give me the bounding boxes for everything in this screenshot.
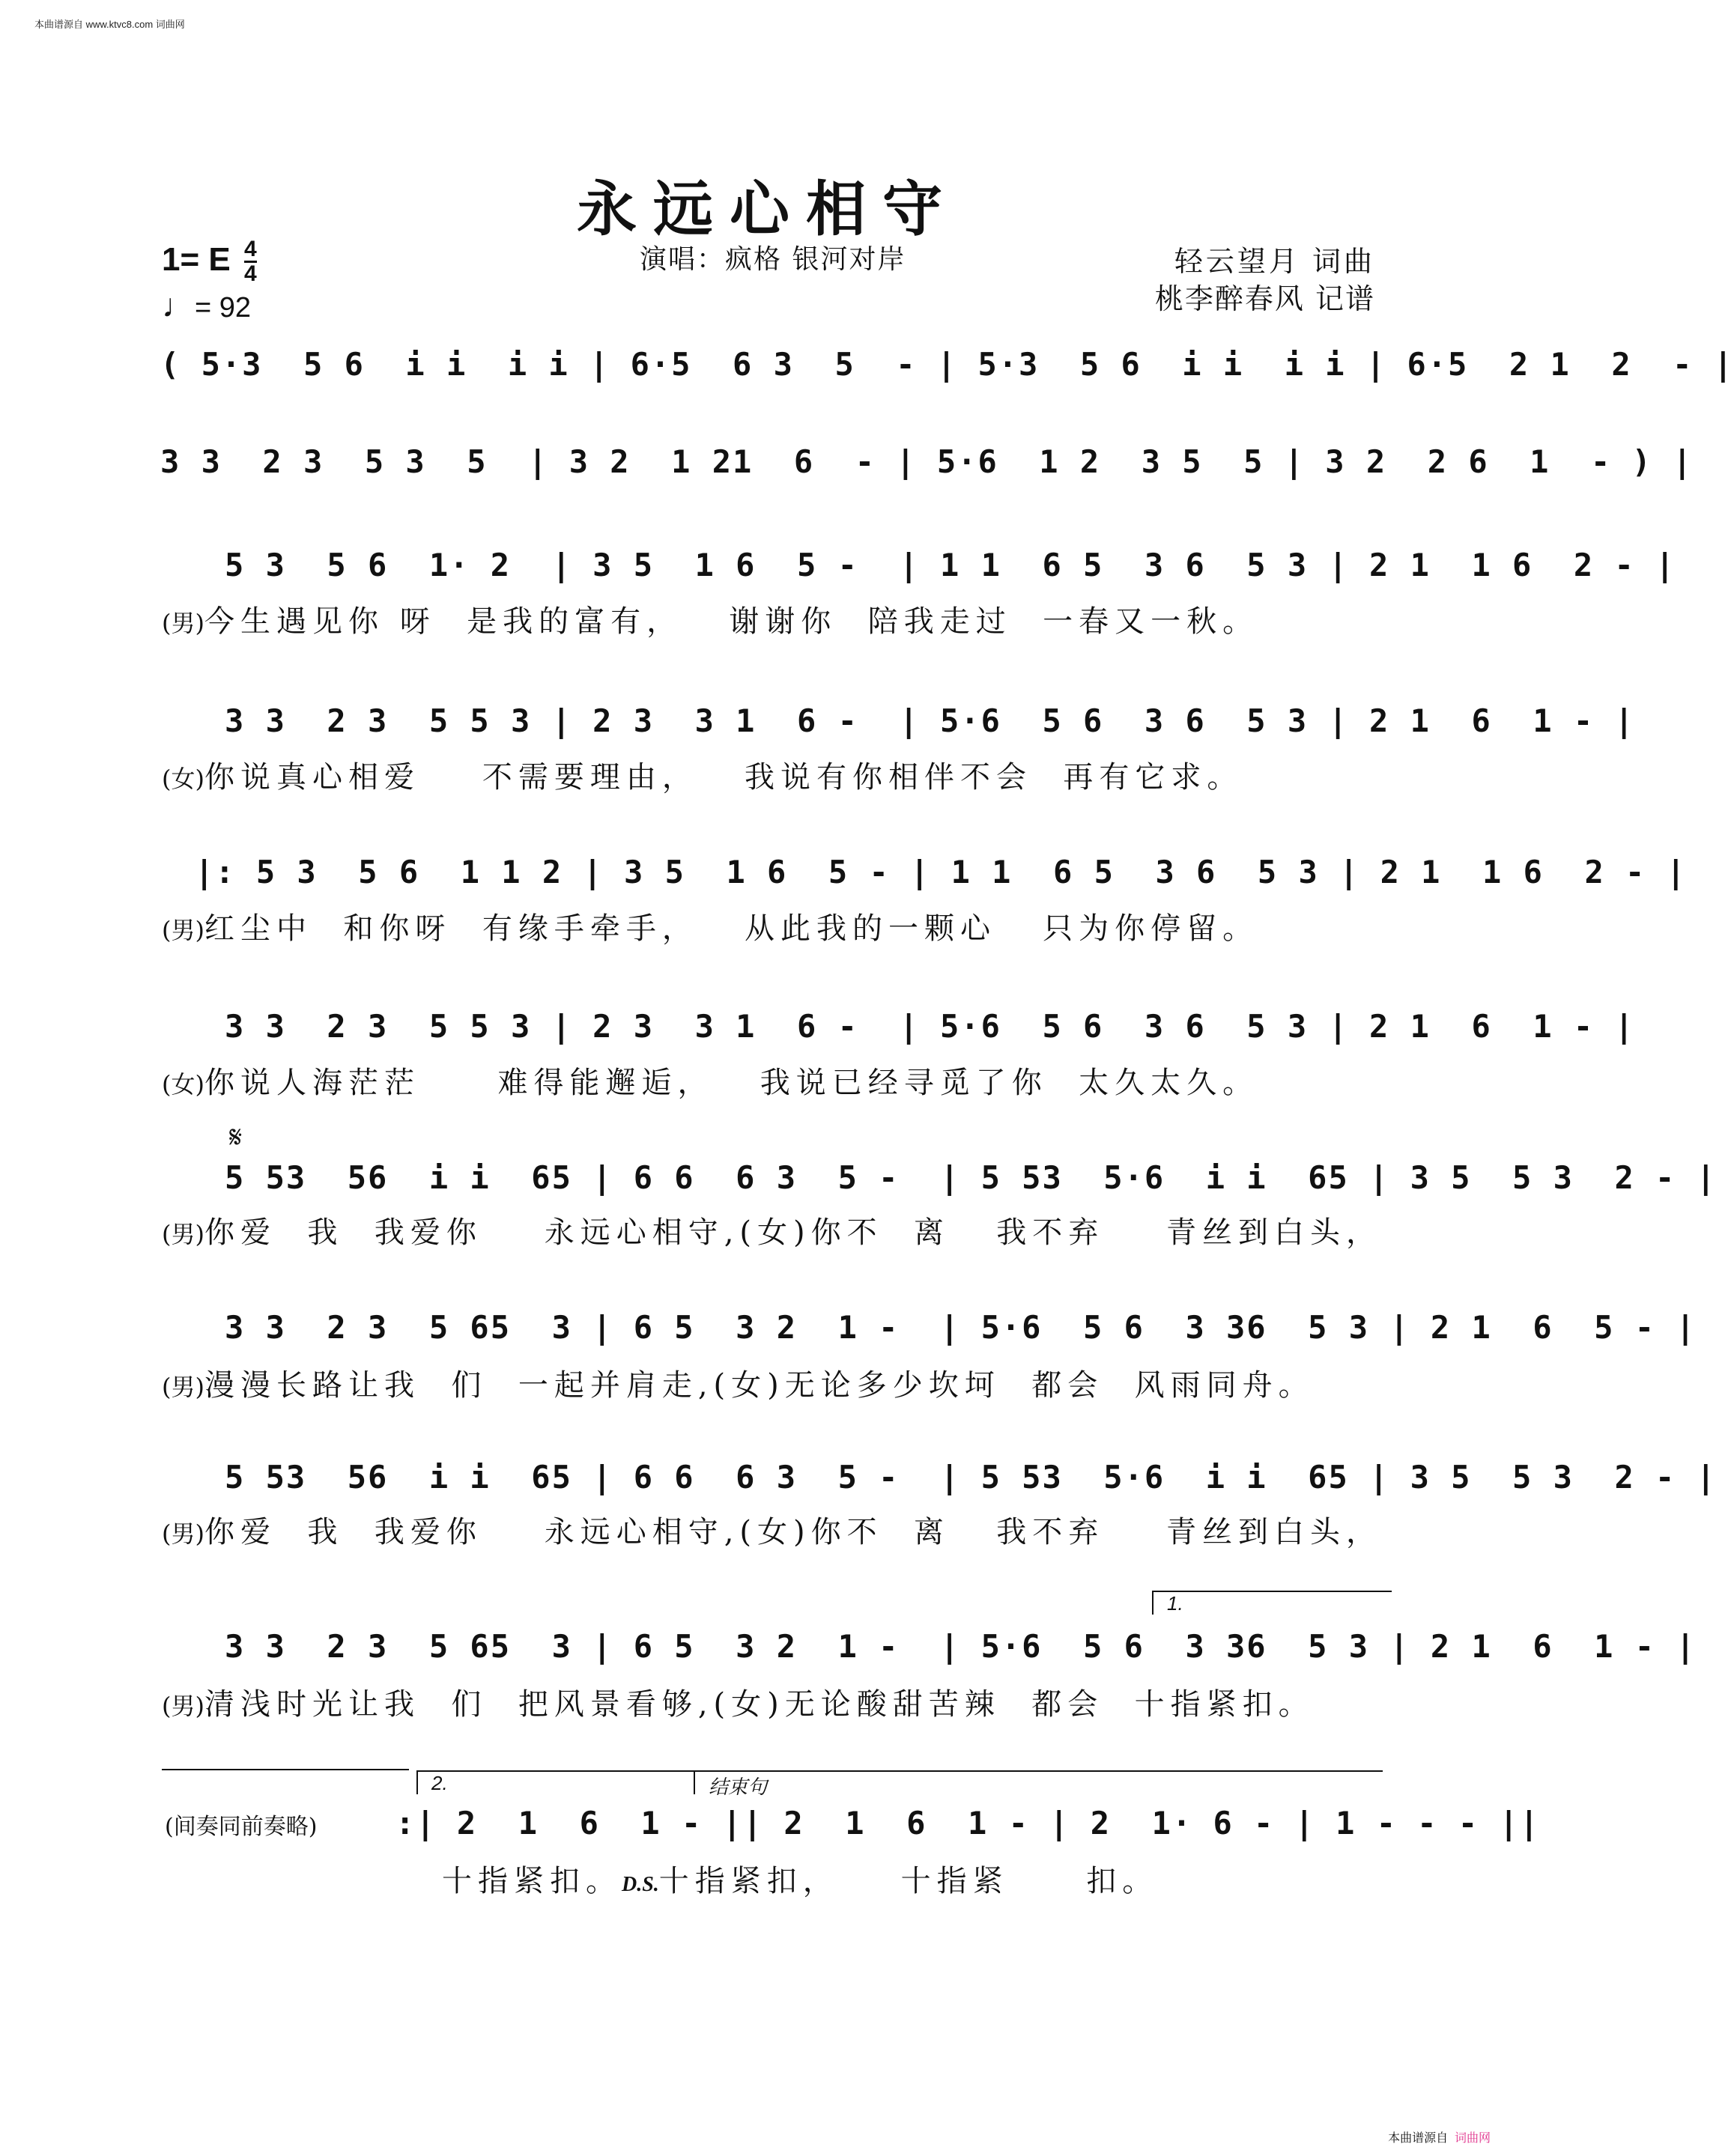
verse-3-notes: |: 5 3 5 6 1 1 2 | 3 5 1 6 5 - | 1 1 6 5 3 6 5 3 | 2 1 1 6 2 - | [195, 854, 1687, 890]
lyric-text: 你爱 我 我爱你 永远心相守,(女)你不 离 我不弃 青丝到白头， [204, 1215, 1383, 1250]
quarter-note-icon: ♩ [162, 288, 195, 324]
lyric-text: 今生遇见你 呀 是我的富有， 谢谢你 陪我走过 一春又一秋。 [204, 604, 1259, 639]
tempo-value: = 92 [195, 292, 252, 324]
chorus-4-notes: 3 3 2 3 5 65 3 | 6 5 3 2 1 - | 5·6 5 6 3 36 5 3 | 2 1 6 1 - | [225, 1628, 1697, 1665]
interlude-note: (间奏同前奏略) [165, 1814, 318, 1840]
lyric-text: 清浅时光让我 们 把风景看够,(女)无论酸甜苦辣 都会 十指紧扣。 [204, 1687, 1315, 1722]
verse-3-lyric [162, 905, 1383, 947]
verse-1-lyric [162, 598, 1383, 640]
time-signature [244, 238, 257, 285]
lyric-text: 你爱 我 我爱你 永远心相守,(女)你不 离 我不弃 青丝到白头， [204, 1515, 1383, 1549]
chorus-2-lyric [162, 1361, 1383, 1404]
chorus-1-notes: 5 53 56 i i 65 | 6 6 6 3 5 - | 5 53 5·6 i i 65 | 3 5 5 3 2 - | [225, 1159, 1717, 1196]
lyric-text: 漫漫长路让我 们 一起并肩走,(女)无论多少坎坷 都会 风雨同舟。 [204, 1368, 1315, 1403]
role-label: (女) [162, 1070, 204, 1099]
role-label: (女) [162, 765, 204, 793]
transcriber-credit: 桃李醉春风 记谱 [1154, 282, 1375, 315]
role-label: (男) [162, 1220, 204, 1248]
segno-sign: 𝄋 [229, 1120, 243, 1155]
lyric-text: 你说真心相爱 不需要理由， 我说有你相伴不会 再有它求。 [204, 760, 1243, 795]
verse-4-notes: 3 3 2 3 5 5 3 | 2 3 3 1 6 - | 5·6 5 6 3 6 5 3 | 2 1 6 1 - | [225, 1008, 1635, 1045]
role-label: (男) [162, 609, 204, 637]
verse-2-lyric [162, 753, 1383, 796]
verse-4-lyric [162, 1059, 1383, 1102]
verse-1-notes: 5 3 5 6 1· 2 | 3 5 1 6 5 - | 1 1 6 5 3 6 5 3 | 2 1 1 6 2 - | [225, 547, 1676, 583]
role-label: (男) [162, 1692, 204, 1720]
interlude-rule [162, 1769, 409, 1770]
tempo-marking [162, 288, 251, 325]
volta-2-bracket: 2. [416, 1770, 694, 1794]
source-watermark-top: 本曲谱源自 www.ktvc8.com 词曲网 [34, 19, 185, 30]
lyric-text: 红尘中 和你呀 有缘手牵手， 从此我的一颗心 只为你停留。 [204, 911, 1259, 946]
volta-1-bracket: 1. [1152, 1591, 1392, 1615]
intro-line-2: 3 3 2 3 5 3 5 | 3 2 1 21 6 - | 5·6 1 2 3 5 5 | 3 2 2 6 1 - ) | [160, 443, 1694, 480]
time-top: 4 [243, 237, 257, 261]
ending-lyric [442, 1857, 1378, 1900]
chorus-1-lyric [162, 1209, 1383, 1251]
source-label: 本曲谱源自 [1388, 2132, 1449, 2145]
chorus-2-notes: 3 3 2 3 5 65 3 | 6 5 3 2 1 - | 5·6 5 6 3 36 5 3 | 2 1 6 5 - | [225, 1309, 1697, 1346]
ending-lyric-1: 十指紧扣。 [442, 1864, 622, 1898]
role-label: (男) [162, 1519, 204, 1548]
dal-segno-mark: D.S. [622, 1873, 659, 1896]
lyrics-music-credit: 轻云望月 词曲 [1174, 245, 1375, 278]
singer-credit: 演唱：疯格 银河对岸 [640, 244, 906, 275]
chorus-3-lyric [162, 1508, 1383, 1551]
source-site: 词曲网 [1454, 2132, 1491, 2145]
role-label: (男) [162, 916, 204, 944]
source-watermark-bottom [1388, 2128, 1491, 2146]
role-label: (男) [162, 1373, 204, 1401]
coda-bracket: 结束句 [694, 1770, 1383, 1794]
chorus-4-lyric [162, 1680, 1383, 1723]
verse-2-notes: 3 3 2 3 5 5 3 | 2 3 3 1 6 - | 5·6 5 6 3 6 5 3 | 2 1 6 1 - | [225, 702, 1635, 739]
key-label: 1= E [162, 241, 231, 279]
time-bottom: 4 [243, 261, 257, 286]
ending-notes: :| 2 1 6 1 - || 2 1 6 1 - | 2 1· 6 - | 1 - - - || [395, 1805, 1541, 1841]
key-signature [162, 238, 257, 285]
intro-line-1: ( 5·3 5 6 i i i i | 6·5 6 3 5 - | 5·3 5 6 i i i i | 6·5 2 1 2 - | [160, 346, 1734, 383]
song-title: 永远心相守 [577, 174, 959, 244]
lyric-text: 你说人海茫茫 难得能邂逅， 我说已经寻觅了你 太久太久。 [204, 1066, 1259, 1100]
chorus-3-notes: 5 53 56 i i 65 | 6 6 6 3 5 - | 5 53 5·6 i i 65 | 3 5 5 3 2 - | [225, 1459, 1717, 1495]
ending-lyric-2: 十指紧扣， 十指紧 扣。 [658, 1864, 1159, 1898]
